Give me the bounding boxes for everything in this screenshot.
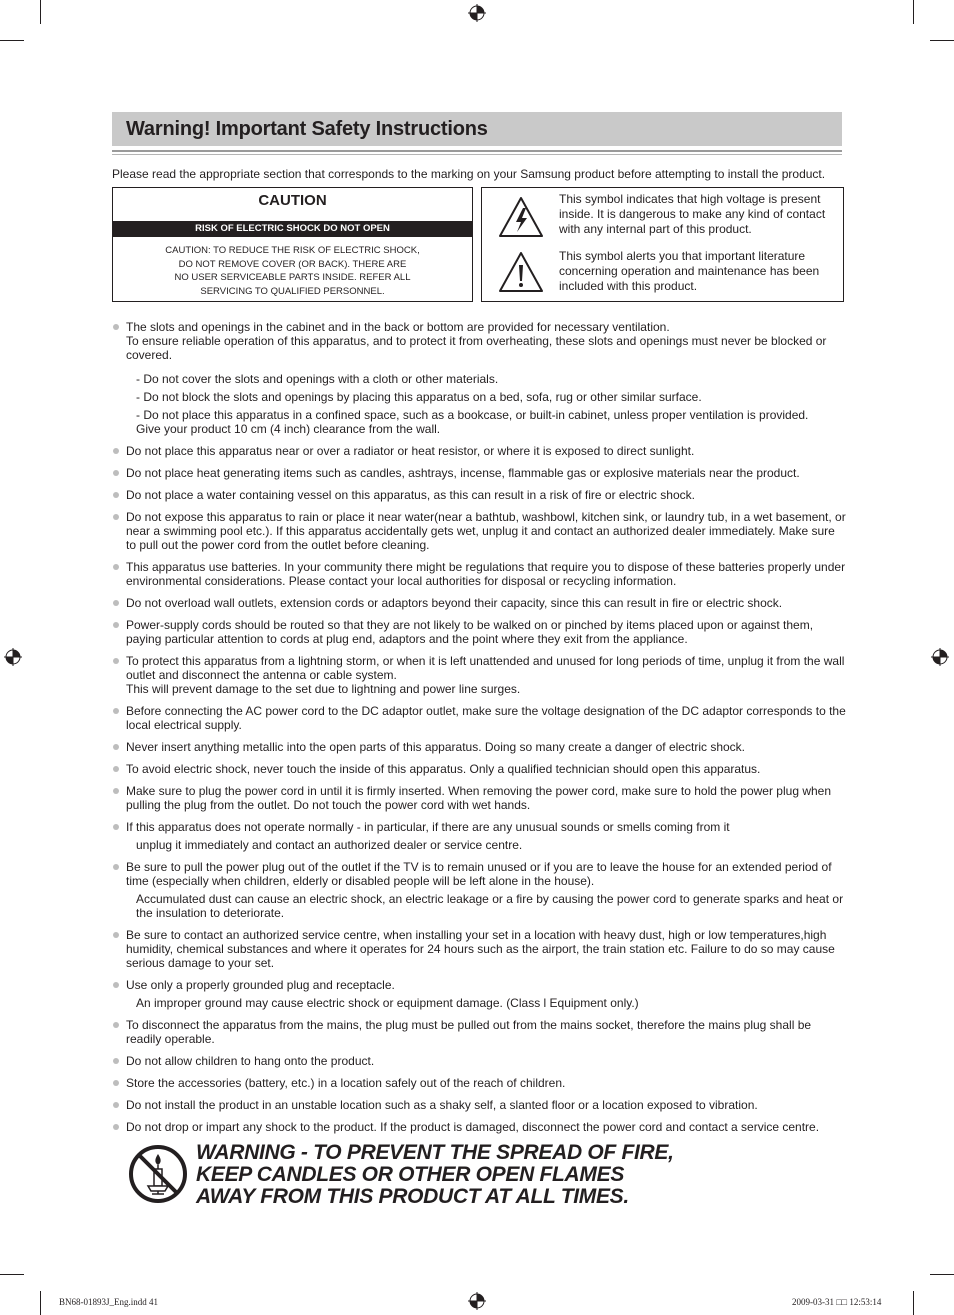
instruction-note: unplug it immediately and contact an authorized dealer or service centre. [136,838,523,852]
symbol-description: This symbol alerts you that important literature concerning operation and maintenance has been included with this product. [559,249,820,293]
list-item [112,740,847,754]
caution-line: DO NOT REMOVE COVER (OR BACK). THERE ARE [178,258,407,270]
caution-line: CAUTION: TO REDUCE THE RISK OF ELECTRIC SHOCK, [165,245,420,256]
no-candle-icon [128,1144,188,1204]
instruction-note: Accumulated dust can cause an electric shock, an electric leakage or a fire by causing the power cord to generate sparks and heat or the insulation to deteriorate. [136,892,844,920]
list-item [112,820,847,852]
sub-item-line: - Do not cover the slots and openings with a cloth or other materials. [136,372,499,386]
crop-mark [0,1274,24,1275]
registration-mark-icon [468,4,486,22]
list-item [112,762,847,776]
crop-mark [930,40,954,41]
instruction-text: Never insert anything metallic into the open parts of this apparatus. Doing so many create a danger of electric shock. [126,740,745,754]
instruction-text: Before connecting the AC power cord to the DC adaptor outlet, make sure the voltage designation of the DC adaptor corresponds to the local electrical supply. [126,704,846,732]
sub-item-line: Give your product 10 cm (4 inch) clearance from the wall. [136,422,441,436]
crop-mark [0,40,24,41]
list-item [112,320,847,436]
list-item [112,444,847,458]
instruction-text: Be sure to contact an authorized service centre, when installing your set in a location with heavy dust, high or low temperatures,high humidity, chemical substances and where it operates for 24 hours such as the airport, the train station etc. Failure to do so may cause serious damage to your set. [126,928,835,970]
registration-mark-icon [931,648,949,666]
caution-text [113,244,472,298]
list-item [112,860,847,920]
instruction-text: Do not drop or impart any shock to the product. If the product is damaged, disconnect the power cord and contact a service centre. [126,1120,820,1134]
list-item [112,488,847,502]
bullet-list [112,320,847,1134]
crop-mark [913,0,914,24]
instruction-text: The slots and openings in the cabinet and in the back or bottom are provided for necessary ventilation. [126,320,670,334]
instruction-text: To disconnect the apparatus from the mains, the plug must be pulled out from the mains socket, therefore the mains plug shall be readily operable. [126,1018,812,1046]
instruction-text: Do not place this apparatus near or over a radiator or heat resistor, or where it is exposed to direct sunlight. [126,444,695,458]
instruction-text: To ensure reliable operation of this apparatus, and to protect it from overheating, these slots and openings must never be blocked or covered. [126,334,827,362]
crop-mark [930,1274,954,1275]
instruction-text: Use only a properly grounded plug and receptacle. [126,978,395,992]
intro-text: Please read the appropriate section that corresponds to the marking on your Samsung product before attempting to install the product. [112,167,826,181]
list-item [112,1054,847,1068]
instruction-text: If this apparatus does not operate normally - in particular, if there are any unusual sounds or smells coming from it [126,820,730,834]
registration-mark-icon [4,648,22,666]
fire-warning-line: AWAY FROM THIS PRODUCT AT ALL TIMES. [196,1185,629,1208]
list-item [112,618,847,646]
sub-item [136,408,847,436]
sub-item-line: - Do not place this apparatus in a confined space, such as a bookcase, or built-in cabinet, unless proper ventilation is provided. [136,408,809,422]
list-item [112,704,847,732]
fire-warning-line: WARNING - TO PREVENT THE SPREAD OF FIRE, [196,1141,674,1164]
safety-instructions [112,320,847,1142]
list-item [112,596,847,610]
instruction-text: Do not allow children to hang onto the product. [126,1054,375,1068]
instruction-text: Store the accessories (battery, etc.) in a location safely out of the reach of children. [126,1076,566,1090]
section-title-bar [112,112,842,146]
instruction-text: Do not expose this apparatus to rain or place it near water(near a bathtub, washbowl, kitchen sink, or laundry tub, in a wet basement, or near a swimming pool etc.). If this apparatus accidentally gets wet, unplug it and contact an authorized dealer immediately. Make sure to pull out the power cord from the outlet before cleaning. [126,510,846,552]
page-title: Warning! Important Safety Instructions [126,118,488,140]
instruction-text: Do not place a water containing vessel on this apparatus, as this can result in a risk of fire or electric shock. [126,488,695,502]
list-item [112,1120,847,1134]
list-item [112,510,847,552]
symbols-box [481,187,844,302]
sub-list [126,372,847,436]
list-item [112,654,847,696]
registration-mark-icon [468,1292,486,1310]
list-item [112,466,847,480]
caution-box [112,187,473,302]
instruction-text: Do not overload wall outlets, extension cords or adaptors beyond their capacity, since this can result in fire or electric shock. [126,596,783,610]
caution-band: RISK OF ELECTRIC SHOCK DO NOT OPEN [113,221,472,237]
sub-item-line: - Do not block the slots and openings by placing this apparatus on a bed, sofa, rug or other similar surface. [136,390,702,404]
instruction-text: Do not place heat generating items such as candles, ashtrays, incense, flammable gas or explosive materials near the product. [126,466,800,480]
footer-file-info: BN68-01893J_Eng.indd 41 [59,1297,158,1307]
fire-warning-line: KEEP CANDLES OR OTHER OPEN FLAMES [196,1163,625,1186]
instruction-note: An improper ground may cause electric shock or equipment damage. (Class l Equipment only.) [136,996,639,1010]
exclamation-triangle-icon [497,250,545,294]
instruction-text: This apparatus use batteries. In your community there might be regulations that require you to dispose of these batteries properly under environmental considerations. Please contact your local authorities for disposal or recycling information. [126,560,846,588]
list-item [112,1018,847,1046]
symbol-description: This symbol indicates that high voltage is present inside. It is dangerous to make any kind of contact with any internal part of this product. [559,192,826,236]
sub-item [136,390,847,404]
list-item [112,1098,847,1112]
divider [112,154,842,155]
list-item [112,560,847,588]
caution-line: SERVICING TO QUALIFIED PERSONNEL. [200,285,385,297]
instruction-text: To avoid electric shock, never touch the inside of this apparatus. Only a qualified technician should open this apparatus. [126,762,761,776]
high-voltage-icon [497,195,545,239]
instruction-text: Do not install the product in an unstable location such as a shaky self, a slanted floor or a location exposed to vibration. [126,1098,758,1112]
sub-item [136,372,847,386]
crop-mark [40,0,41,24]
crop-mark [913,1291,914,1315]
caution-title: CAUTION [258,192,327,209]
list-item [112,928,847,970]
list-item [112,978,847,1010]
instruction-text: Power-supply cords should be routed so that they are not likely to be walked on or pinched by items placed upon or against them, paying particular attention to cords at plug end, adaptors and the point where they exit from the appliance. [126,618,814,646]
instruction-text: This will prevent damage to the set due to lightning and power line surges. [126,682,521,696]
instruction-text: To protect this apparatus from a lightning storm, or when it is left unattended and unused for long periods of time, unplug it from the wall outlet and disconnect the antenna or cable system. [126,654,845,682]
instruction-text: Make sure to plug the power cord in until it is firmly inserted. When removing the power cord, make sure to hold the power plug when pulling the plug from the outlet. Do not touch the power cord with wet hands. [126,784,832,812]
crop-mark [40,1291,41,1315]
list-item [112,784,847,812]
caution-line: NO USER SERVICEABLE PARTS INSIDE. REFER ALL [174,272,411,283]
instruction-text: Be sure to pull the power plug out of the outlet if the TV is to remain unused or if you are to leave the house for an extended period of time (especially when children, elderly or disabled people will be left alone in the house). [126,860,832,888]
footer-timestamp: 2009-03-31 □□ 12:53:14 [792,1297,882,1307]
divider [112,150,842,152]
list-item [112,1076,847,1090]
